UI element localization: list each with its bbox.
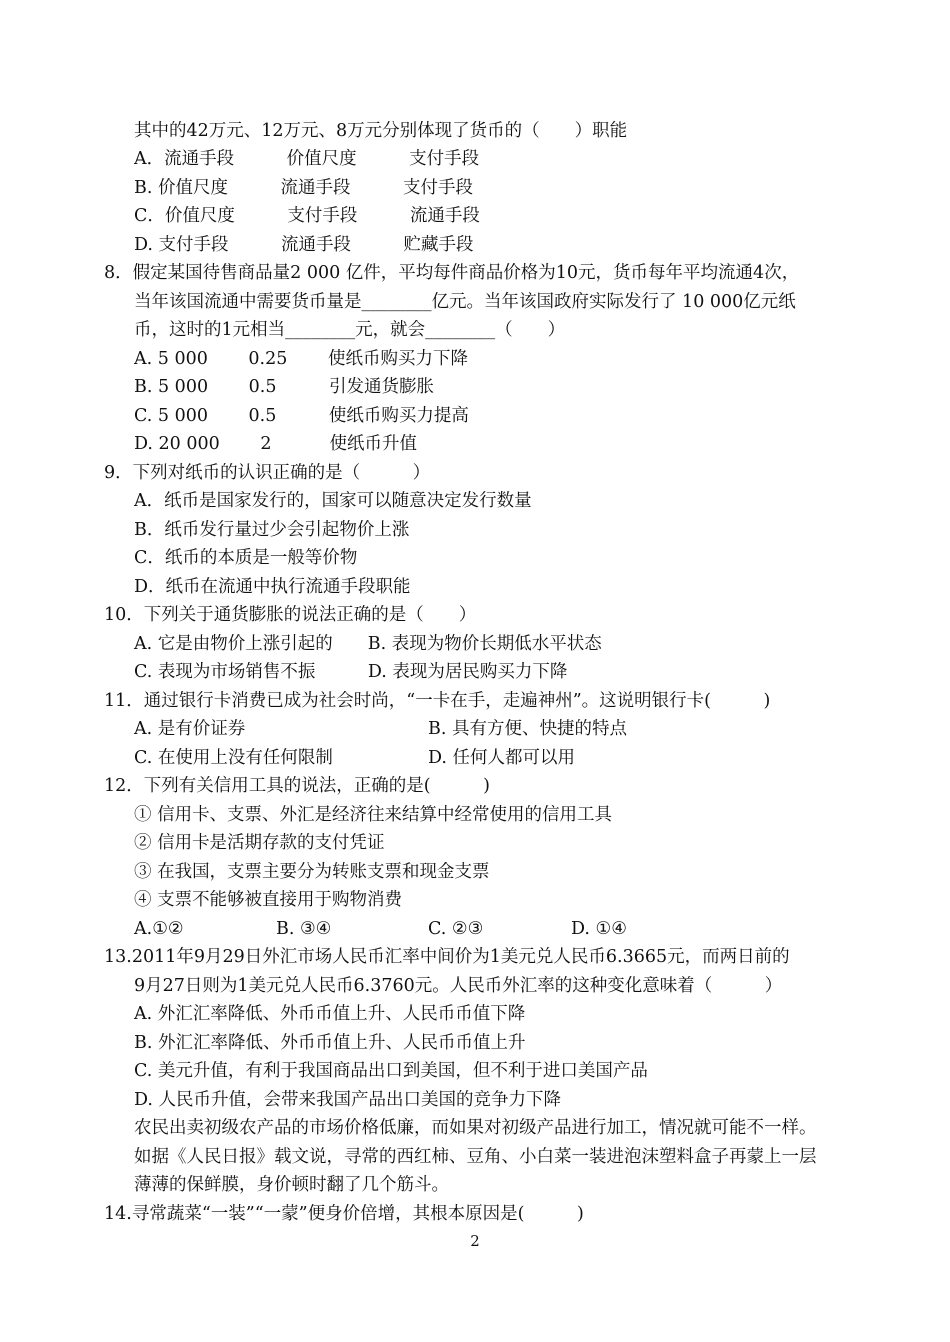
question-13: 13.2011年9月29日外汇市场人民币汇率中间价为1美元兑人民币6.3665元，而两日前的 [104, 947, 790, 967]
text-line: 币，这时的1元相当________元，就会________（ ） [134, 320, 566, 340]
option-line: C．价值尺度 支付手段 流通手段 [134, 206, 480, 226]
option-c: C. 在使用上没有任何限制 [134, 748, 333, 768]
option-line: C. 表现为市场销售不振 D. 表现为居民购买力下降 [134, 662, 568, 682]
option-line: A. 外汇汇率降低、外币币值上升、人民币币值下降 [134, 1004, 526, 1024]
option-line: D．纸币在流通中执行流通手段职能 [134, 577, 411, 597]
option-line: C. 美元升值，有利于我国商品出口到美国，但不利于进口美国产品 [134, 1061, 648, 1081]
option-line: A．流通手段 价值尺度 支付手段 [134, 149, 480, 169]
option-line: D. 支付手段 流通手段 贮藏手段 [134, 235, 474, 255]
option-line: B. 外汇汇率降低、外币币值上升、人民币币值上升 [134, 1033, 526, 1053]
page-number: 2 [470, 1232, 480, 1250]
statement-2: ② 信用卡是活期存款的支付凭证 [134, 833, 385, 853]
option-d: D. 任何人都可以用 [428, 748, 576, 768]
question-12: 12．下列有关信用工具的说法，正确的是( ) [104, 776, 490, 796]
statement-1: ① 信用卡、支票、外汇是经济往来结算中经常使用的信用工具 [134, 805, 613, 825]
question-10: 10．下列关于通货膨胀的说法正确的是（ ） [104, 605, 477, 625]
option-line: C．纸币的本质是一般等价物 [134, 548, 358, 568]
passage-line: 农民出卖初级农产品的市场价格低廉，而如果对初级产品进行加工，情况就可能不一样。 [134, 1118, 817, 1138]
option-a: A.①② [134, 919, 184, 939]
passage-line: 如据《人民日报》载文说，寻常的西红柿、豆角、小白菜一装进泡沫塑料盒子再蒙上一层 [134, 1147, 817, 1167]
option-c: C. ②③ [428, 919, 484, 939]
option-line: D. 人民币升值，会带来我国产品出口美国的竞争力下降 [134, 1090, 562, 1110]
question-9: 9．下列对纸币的认识正确的是（ ） [104, 463, 431, 483]
question-11: 11．通过银行卡消费已成为社会时尚，“一卡在手，走遍神州”。这说明银行卡( ) [104, 691, 771, 711]
option-d: D. ①④ [571, 919, 627, 939]
text-line: 9月27日则为1美元兑人民币6.3760元。人民币外汇率的这种变化意味着（ ） [134, 976, 783, 996]
option-line: B．纸币发行量过少会引起物价上涨 [134, 520, 410, 540]
text-line: 当年该国流通中需要货币量是________亿元。当年该国政府实际发行了 10 000亿元纸 [134, 292, 796, 312]
option-line: D. 20 000 2 使纸币升值 [134, 434, 418, 454]
option-line: B. 5 000 0.5 引发通货膨胀 [134, 377, 434, 397]
option-b: B. ③④ [276, 919, 332, 939]
option-line: A. 5 000 0.25 使纸币购买力下降 [134, 349, 468, 369]
option-line: C. 5 000 0.5 使纸币购买力提高 [134, 406, 469, 426]
statement-3: ③ 在我国，支票主要分为转账支票和现金支票 [134, 862, 490, 882]
passage-line: 薄薄的保鲜膜，身价顿时翻了几个筋斗。 [134, 1175, 449, 1195]
text-line: 其中的42万元、12万元、8万元分别体现了货币的（ ）职能 [134, 121, 628, 141]
option-b: B. 具有方便、快捷的特点 [428, 719, 627, 739]
question-8: 8．假定某国待售商品量2 000 亿件，平均每件商品价格为10元，货币每年平均流通4次， [104, 263, 800, 283]
statement-4: ④ 支票不能够被直接用于购物消费 [134, 890, 403, 910]
option-line: A．纸币是国家发行的，国家可以随意决定发行数量 [134, 491, 532, 511]
question-14: 14.寻常蔬菜“一装”“一蒙”便身价倍增，其根本原因是( ) [104, 1204, 584, 1224]
option-line: B. 价值尺度 流通手段 支付手段 [134, 178, 473, 198]
option-line: A. 它是由物价上涨引起的 B. 表现为物价长期低水平状态 [134, 634, 602, 654]
option-a: A. 是有价证券 [134, 719, 246, 739]
